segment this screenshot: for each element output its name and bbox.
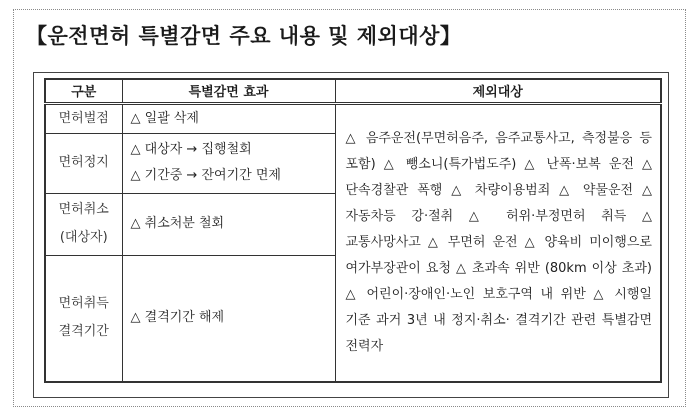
page-title: 【운전면허 특별감면 주요 내용 및 제외대상】 bbox=[26, 24, 462, 48]
exclusion-list: △ 음주운전(무면허음주, 음주교통사고, 측정불응 등 포함) △ 뺑소니(특가법도주) △ 난폭·보복 운전 △ 단속경찰관 폭행 △ 차량이용범죄 △ 약물운전 △ 자동차등 강·절취 △ 허위·부정면허 취득 △ 교통사망사고 △ 무면허 운전 △ 양육비 미이행으로 여가부장관이 요청 △ 초과속 위반 (80km 이상 초과) △ 어린이·장애인·노인 보호구역 내 위반 △ 시행일 기준 과거 3년 내 정지·취소· 결격기간 관련 특별감면 전력자 bbox=[335, 103, 661, 382]
category-line: (대상자) bbox=[59, 230, 108, 245]
category-line: 면허취소 bbox=[58, 202, 109, 217]
row-category bbox=[45, 255, 122, 382]
category-line: 면허취득 bbox=[58, 296, 109, 312]
row-effect: △ 일괄 삭제 bbox=[122, 103, 335, 133]
row-category: 면허벌점 bbox=[45, 103, 122, 133]
header-exclusions: 제외대상 bbox=[335, 79, 661, 103]
table-header-row bbox=[45, 79, 661, 103]
category-line: 결격기간 bbox=[58, 324, 109, 340]
header-effect: 특별감면 효과 bbox=[122, 79, 335, 103]
row-effect: △ 취소처분 철회 bbox=[122, 193, 335, 255]
row-effect bbox=[122, 133, 335, 193]
special-reduction-table bbox=[44, 78, 662, 383]
header-category: 구분 bbox=[45, 79, 122, 103]
table-row bbox=[45, 103, 661, 133]
row-category bbox=[45, 193, 122, 255]
row-effect: △ 결격기간 해제 bbox=[122, 255, 335, 382]
effect-line: △ 대상자 → 집행철회 bbox=[130, 142, 252, 157]
effect-line: △ 기간중 → 잔여기간 면제 bbox=[130, 168, 281, 183]
row-category: 면허정지 bbox=[45, 133, 122, 193]
